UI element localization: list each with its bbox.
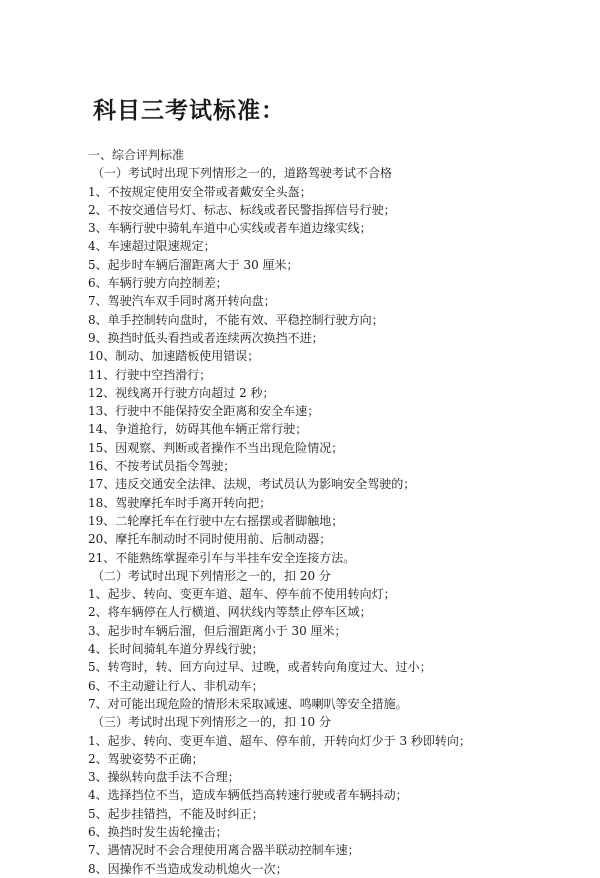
document-body [88, 146, 560, 878]
list-item: 2、不按交通信号灯、标志、标线或者民警指挥信号行驶； [88, 202, 396, 217]
list-item: 3、车辆行驶中骑轧车道中心实线或者车道边缘实线； [88, 221, 372, 236]
list-item: 20、摩托车制动时不同时使用前、后制动器； [88, 532, 332, 547]
list-item: 3、操纵转向盘手法不合理； [88, 770, 240, 785]
list-item: 12、视线离开行驶方向超过 2 秒； [88, 385, 275, 400]
list-item: 8、因操作不当造成发动机熄火一次； [88, 861, 288, 876]
list-item: 6、不主动避让行人、非机动车； [88, 678, 264, 693]
list-item: 6、换挡时发生齿轮撞击； [88, 824, 228, 839]
list-item: 4、选择挡位不当，造成车辆低挡高转速行驶或者车辆抖动； [88, 788, 408, 803]
list-item: 9、换挡时低头看挡或者连续两次换挡不进； [88, 330, 324, 345]
list-item: 8、单手控制转向盘时，不能有效、平稳控制行驶方向； [88, 312, 384, 327]
list-item: 16、不按考试员指令驾驶； [88, 459, 236, 474]
list-item: 5、转弯时，转、回方向过早、过晚，或者转向角度过大、过小； [88, 660, 432, 675]
list-item: 2、驾驶姿势不正确； [88, 751, 204, 766]
list-item: 7、对可能出现危险的情形未采取减速、鸣喇叭等安全措施。 [88, 696, 408, 711]
list-item: 11、行驶中空挡滑行； [88, 367, 212, 382]
list-item: 19、二轮摩托车在行驶中左右摇摆或者脚触地； [88, 513, 344, 528]
list-item: 7、驾驶汽车双手同时离开转向盘； [88, 294, 276, 309]
list-item: 1、起步、转向、变更车道、超车、停车前，开转向灯少于 3 秒即转向； [88, 733, 471, 748]
list-item: 18、驾驶摩托车时手离开转向把； [88, 495, 272, 510]
list-item: 5、起步时车辆后溜距离大于 30 厘米； [88, 257, 299, 272]
list-item: 6、车辆行驶方向控制差； [88, 276, 228, 291]
list-item: 10、制动、加速踏板使用错误； [88, 349, 260, 364]
section-heading: （一）考试时出现下列情形之一的，道路驾驶考试不合格 [92, 166, 393, 181]
list-item: 4、长时间骑轧车道分界线行驶； [88, 642, 264, 657]
list-item: 21、不能熟练掌握牵引车与半挂车安全连接方法。 [88, 550, 356, 565]
list-item: 2、将车辆停在人行横道、网状线内等禁止停车区域； [88, 605, 372, 620]
page-title: 科目三考试标准： [93, 97, 285, 124]
section-heading: （三）考试时出现下列情形之一的，扣 10 分 [92, 715, 331, 730]
list-item: 14、争道抢行，妨碍其他车辆正常行驶； [88, 422, 308, 437]
list-item: 1、起步、转向、变更车道、超车、停车前不使用转向灯； [88, 587, 396, 602]
list-item: 7、遇情况时不会合理使用离合器半联动控制车速； [88, 843, 360, 858]
section-heading: （二）考试时出现下列情形之一的，扣 20 分 [92, 568, 331, 583]
list-item: 1、不按规定使用安全带或者戴安全头盔； [88, 184, 312, 199]
list-item: 3、起步时车辆后溜，但后溜距离小于 30 厘米； [88, 623, 347, 638]
list-item: 15、因观察、判断或者操作不当出现危险情况； [88, 440, 344, 455]
list-item: 13、行驶中不能保持安全距离和安全车速； [88, 404, 320, 419]
list-item: 4、车速超过限速规定； [88, 239, 216, 254]
list-item: 5、起步挂错挡，不能及时纠正； [88, 806, 264, 821]
chapter-heading: 一、综合评判标准 [88, 148, 185, 162]
list-item: 17、违反交通安全法律、法规，考试员认为影响安全驾驶的； [88, 477, 416, 492]
